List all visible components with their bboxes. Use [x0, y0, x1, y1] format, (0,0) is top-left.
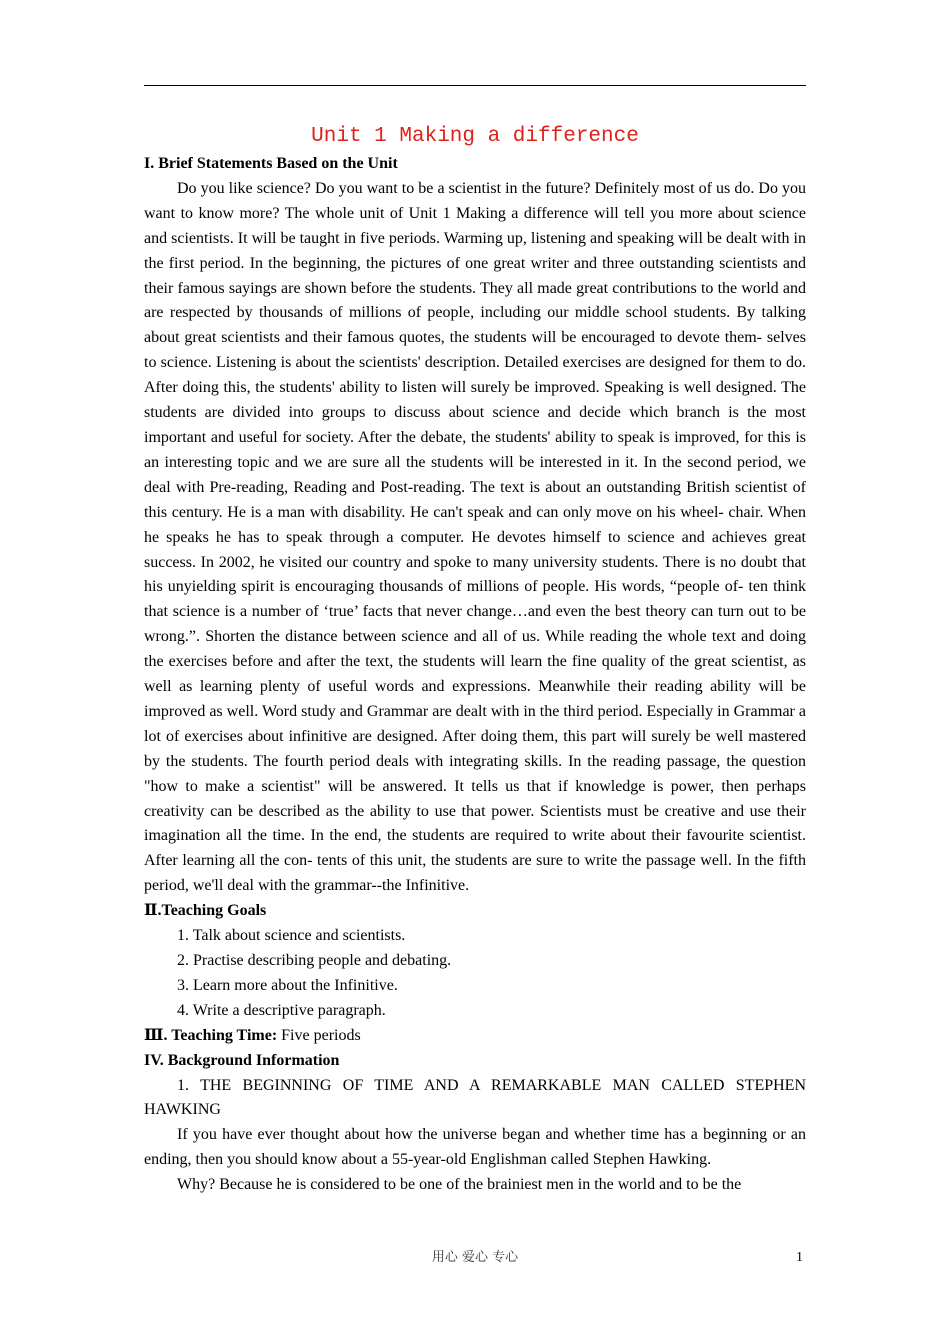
page-number: 1: [796, 1250, 803, 1265]
goal-item-2: 2. Practise describing people and debating.: [177, 952, 452, 969]
teaching-time-value: Five periods: [277, 1026, 361, 1044]
header-rule: [144, 85, 806, 86]
document-body: [144, 122, 806, 1198]
footer-motto: 用心 爱心 专心: [431, 1250, 519, 1265]
section-heading-brief: I. Brief Statements Based on the Unit: [144, 155, 398, 172]
section-heading-goals: Ⅱ.Teaching Goals: [144, 902, 267, 920]
brief-paragraph: Do you like science? Do you want to be a scientist in the future? Definitely most of us do. Do you want to know more? The whole unit of Unit 1 Making a difference will tell you more about science and scientists. It will be taught in five periods. Warming up, listening and speaking will be dealt with in the first period. In the beginning, the pictures of one great writer and three outstanding scientists and their famous sayings are shown before the students. They all made great contributions to the world and are respected by thousands of millions of people, including our middle school students. By talking about great scientists and their famous quotes, the students will be encouraged to devote them- selves to science. Listening is about the scientists' description. Detailed exercises are designed for them to do. After doing this, the students' ability to listen will surely be improved. Speaking is well designed. The students are divided into groups to discuss about science and decide which branch is the most important and useful for society. After the debate, the students' ability to speak is improved, for this is an interesting topic and we are sure all the students will be interested in it. In the second period, we deal with Pre-reading, Reading and Post-reading. The text is about an outstanding British scientist of this century. He is a man with disability. He can't speak and can only move on his wheel- chair. When he speaks he has to speak through a computer. He devotes himself to science and achieves great success. In 2002, he visited our country and spoke to many university students. There is no doubt that his unyielding spirit is encouraging thousands of millions of people. His words, “people of- ten think that science is a number of ‘true’ facts that never change…and even the best theory can turn out to be wrong.”. Shorten the distance between science and all of us. While reading the whole text and doing the exercises before and after the text, the students will learn the fine quality of the great scientist, as well as learning plenty of useful words and expressions. Meanwhile their reading ability will be improved as well. Word study and Grammar are dealt with in the third period. Especially in Grammar a lot of exercises about infinitive are designed. After doing them, this part will surely be well mastered by the students. The fourth period deals with integrating skills. In the reading passage, the question "how to make a scientist" will be answered. It tells us that if knowledge is power, then perhaps creativity can be described as the ability to use that power. Scientists must be creative and use their imagination all the time. In the end, the students are required to write about their favourite scientist. After learning all the con- tents of this unit, the students are sure to write the passage well. In the fifth period, we'll deal with the grammar--the Infinitive.: [144, 179, 806, 895]
goal-item-1: 1. Talk about science and scientists.: [177, 927, 406, 945]
background-paragraph-1: 1. THE BEGINNING OF TIME AND A REMARKABLE MAN CALLED STEPHEN HAWKING: [144, 1076, 806, 1119]
goal-item-4: 4. Write a descriptive paragraph.: [177, 1001, 386, 1019]
section-heading-background: IV. Background Information: [144, 1051, 340, 1069]
goal-item-3: 3. Learn more about the Infinitive.: [177, 976, 398, 994]
background-paragraph-2: If you have ever thought about how the universe began and whether time has a beginning or an ending, then you should know about a 55-year-old Englishman called Stephen Hawking.: [144, 1126, 806, 1169]
section-heading-time: [144, 1024, 806, 1049]
teaching-time-label: Ⅲ. Teaching Time:: [144, 1026, 278, 1044]
document-title: Unit 1 Making a difference: [311, 125, 639, 148]
background-paragraph-3: Why? Because he is considered to be one of the brainiest men in the world and to be the: [177, 1176, 742, 1194]
